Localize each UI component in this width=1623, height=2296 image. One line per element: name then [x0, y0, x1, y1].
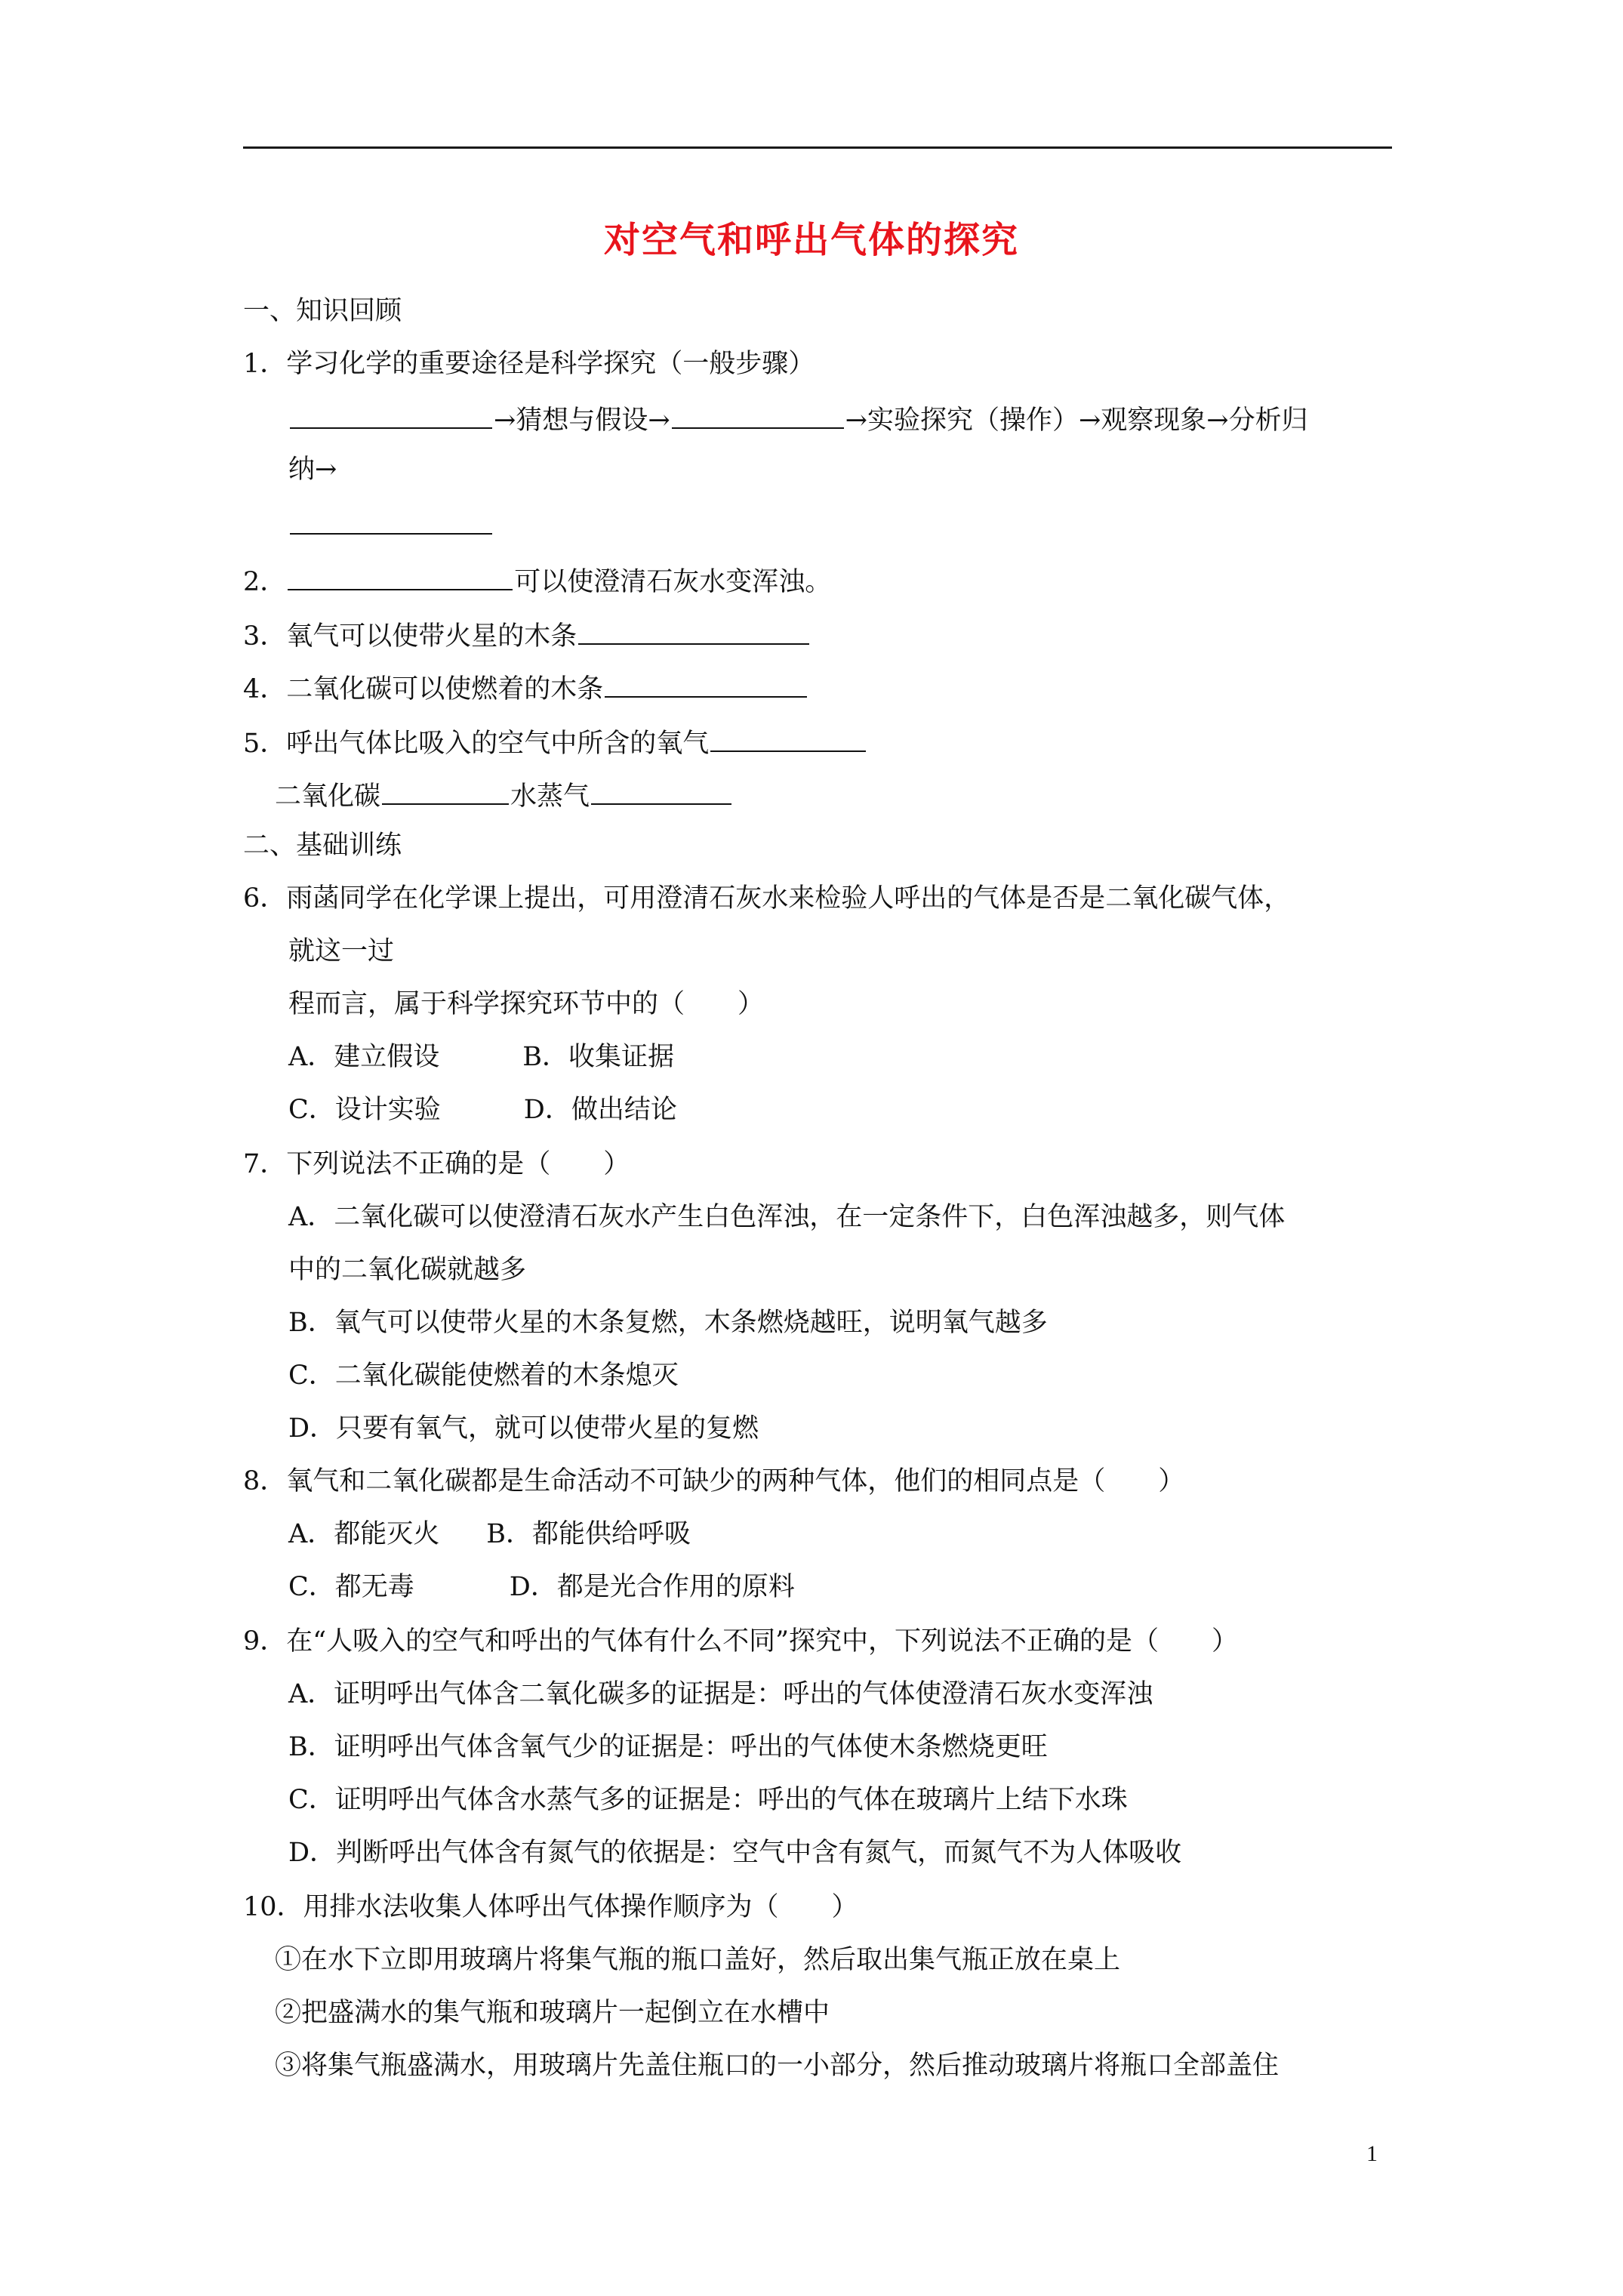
answer-blank[interactable] [710, 717, 866, 752]
answer-blank[interactable] [605, 663, 807, 698]
q9-option-c[interactable]: C．证明呼出气体含水蒸气多的证据是：呼出的气体在玻璃片上结下水珠 [288, 1785, 1128, 1815]
q3-text: 3．氧气可以使带火星的木条 [243, 621, 577, 652]
q9-stem: 9．在“人吸入的空气和呼出的气体有什么不同”探究中，下列说法不正确的是（ ） [243, 1626, 1239, 1657]
q5-co2: 二氧化碳 [275, 781, 381, 812]
q9-option-d[interactable]: D．判断呼出气体含有氮气的依据是：空气中含有氮气，而氮气不为人体吸收 [288, 1838, 1182, 1868]
answer-blank[interactable] [290, 394, 492, 429]
answer-blank[interactable] [290, 500, 492, 535]
section-heading-practice: 二、基础训练 [243, 831, 402, 861]
q6-stem-2: 就这一过 [288, 936, 395, 966]
q6-option-b[interactable]: B．收集证据 [522, 1042, 675, 1072]
answer-blank[interactable] [672, 394, 844, 429]
page-title: 对空气和呼出气体的探究 [603, 219, 1019, 261]
q5-stem: 5．呼出气体比吸入的空气中所含的氧气 [243, 729, 710, 759]
q2-prefix: 2． [243, 567, 287, 597]
q6-option-d[interactable]: D．做出结论 [523, 1095, 677, 1125]
answer-blank[interactable] [578, 610, 809, 645]
q4-text: 4．二氧化碳可以使燃着的木条 [243, 674, 604, 704]
q10-step-2: ②把盛满水的集气瓶和玻璃片一起倒立在水槽中 [275, 1998, 830, 2028]
q8-option-d[interactable]: D．都是光合作用的原料 [509, 1572, 795, 1602]
q8-options-row2 [288, 1564, 1623, 1610]
q5-sub-line [275, 770, 1623, 819]
q4-line [243, 663, 1623, 712]
answer-blank[interactable] [382, 770, 509, 805]
q8-option-a[interactable]: A．都能灭火 [288, 1519, 440, 1549]
q1-arrow2: →实验探究（操作）→观察现象→分析归 [845, 405, 1308, 436]
q6-options-row2 [288, 1087, 1623, 1133]
q8-stem: 8．氧气和二氧化碳都是生命活动不可缺少的两种气体，他们的相同点是（ ） [243, 1466, 1185, 1496]
q6-options-row1 [288, 1034, 1623, 1080]
q1-arrow1: →猜想与假设→ [494, 405, 670, 436]
header-rule [243, 146, 1392, 149]
q6-stem-3: 程而言，属于科学探究环节中的（ ） [288, 989, 765, 1019]
q9-option-b[interactable]: B．证明呼出气体含氧气少的证据是：呼出的气体使木条燃烧更旺 [288, 1732, 1048, 1762]
q7-option-a-line2: 中的二氧化碳就越多 [288, 1255, 527, 1285]
section-heading-review: 一、知识回顾 [243, 296, 402, 326]
q7-stem: 7．下列说法不正确的是（ ） [243, 1149, 630, 1179]
q1-steps-line [288, 394, 1623, 443]
q6-option-a[interactable]: A．建立假设 [288, 1042, 440, 1072]
page-number: 1 [1366, 2141, 1378, 2166]
answer-blank[interactable] [591, 770, 731, 805]
q10-stem: 10．用排水法收集人体呼出气体操作顺序为（ ） [243, 1892, 858, 1922]
q3-line [243, 610, 1623, 659]
q1-stem: 1．学习化学的重要途径是科学探究（一般步骤） [243, 349, 815, 379]
answer-blank[interactable] [288, 556, 513, 590]
q8-options-row1 [288, 1512, 1623, 1557]
q9-option-a[interactable]: A．证明呼出气体含二氧化碳多的证据是：呼出的气体使澄清石灰水变浑浊 [288, 1679, 1153, 1709]
q7-option-b[interactable]: B．氧气可以使带火星的木条复燃，木条燃烧越旺，说明氧气越多 [288, 1308, 1048, 1338]
q5-water: 水蒸气 [510, 781, 590, 812]
q10-step-1: ①在水下立即用玻璃片将集气瓶的瓶口盖好，然后取出集气瓶正放在桌上 [275, 1945, 1121, 1975]
q1-continuation: 纳→ [288, 455, 337, 485]
q6-option-c[interactable]: C．设计实验 [288, 1095, 441, 1125]
q7-option-c[interactable]: C．二氧化碳能使燃着的木条熄灭 [288, 1361, 679, 1391]
q8-option-c[interactable]: C．都无毒 [288, 1572, 414, 1602]
q10-step-3: ③将集气瓶盛满水，用玻璃片先盖住瓶口的一小部分，然后推动玻璃片将瓶口全部盖住 [275, 2051, 1280, 2081]
q2-line [243, 556, 1623, 605]
q5-line [243, 717, 1623, 766]
q1-last-blank-line [288, 500, 1623, 549]
q7-option-d[interactable]: D．只要有氧气，就可以使带火星的复燃 [288, 1413, 759, 1444]
q6-stem-1: 6．雨菡同学在化学课上提出，可用澄清石灰水来检验人呼出的气体是否是二氧化碳气体， [243, 883, 1291, 914]
q7-option-a-line1[interactable]: A．二氧化碳可以使澄清石灰水产生白色浑浊，在一定条件下，白色浑浊越多，则气体 [288, 1202, 1286, 1232]
q2-suffix: 可以使澄清石灰水变浑浊。 [514, 567, 832, 597]
q8-option-b[interactable]: B．都能供给呼吸 [486, 1519, 691, 1549]
